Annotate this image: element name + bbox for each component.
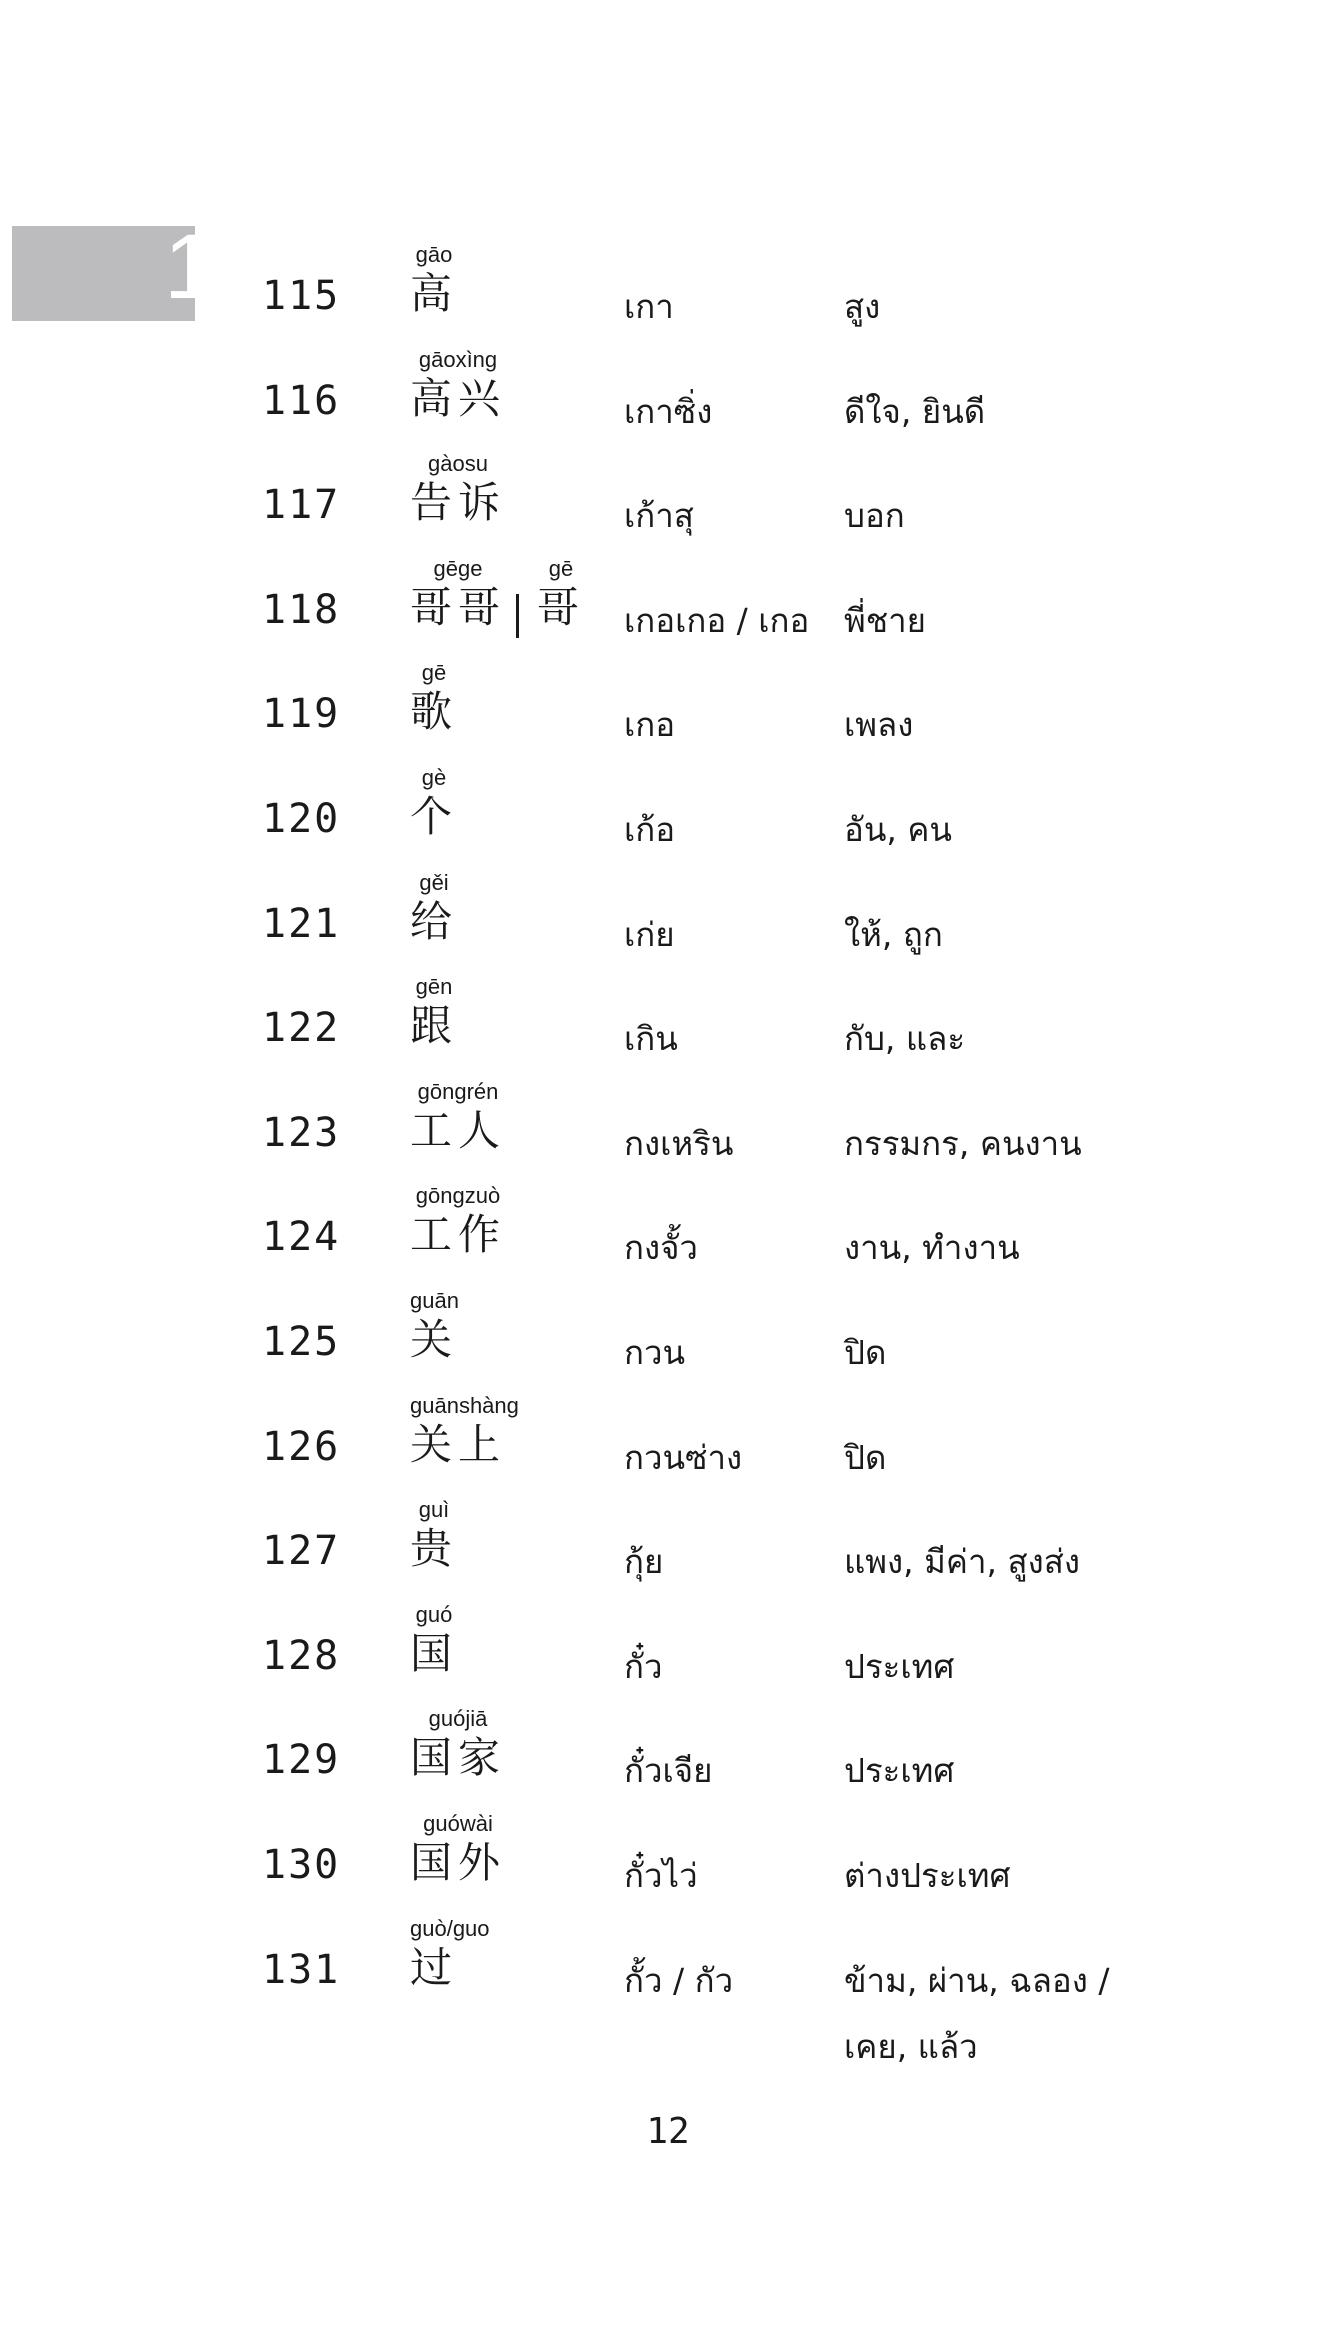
- vocab-entry: [0, 763, 1336, 863]
- entry-number: 124: [262, 1214, 341, 1260]
- thai-meaning: แพง, มีค่า, สูงส่ง: [844, 1542, 1080, 1581]
- vocab-entry: [0, 1391, 1336, 1491]
- pinyin: guò/guo: [410, 1916, 490, 1941]
- chinese-word: [410, 240, 458, 340]
- word-form: [410, 1391, 519, 1491]
- thai-pronunciation: เกิน: [624, 1019, 678, 1058]
- chinese-word: [410, 1704, 506, 1804]
- hanzi: 国外: [410, 1838, 507, 1887]
- entry-number: 127: [262, 1528, 341, 1574]
- thai-pronunciation: เกา: [624, 287, 674, 326]
- thai-meaning: บอก: [844, 496, 905, 535]
- word-form: [410, 1077, 506, 1177]
- chinese-word: [410, 868, 458, 968]
- thai-meaning: ดีใจ, ยินดี: [844, 392, 986, 431]
- vocab-entry: [0, 868, 1336, 968]
- thai-pronunciation: เก้อ: [624, 810, 676, 849]
- word-form: [410, 1495, 458, 1595]
- vocab-entry: [0, 240, 1336, 340]
- thai-meaning: พี่ชาย: [844, 601, 927, 640]
- pinyin: gōngrén: [417, 1079, 499, 1104]
- thai-meaning: งาน, ทำงาน: [844, 1228, 1020, 1267]
- hanzi: 过: [410, 1943, 459, 1992]
- entry-number: 116: [262, 378, 341, 424]
- word-form: [410, 763, 458, 863]
- hanzi: 个: [410, 792, 459, 841]
- variant-separator: [516, 594, 519, 638]
- vocab-entry: [0, 1914, 1336, 2066]
- chinese-word: [410, 345, 506, 445]
- thai-pronunciation: เกาซิ่ง: [624, 392, 713, 431]
- word-form: [410, 1600, 458, 1700]
- vocab-entry: [0, 1600, 1336, 1700]
- hanzi: 告诉: [410, 478, 507, 527]
- hanzi: 关上: [410, 1420, 507, 1469]
- chinese-word: [410, 1600, 458, 1700]
- thai-pronunciation: กั๋ว: [624, 1647, 663, 1686]
- thai-meaning: อัน, คน: [844, 810, 952, 849]
- pinyin: guānshàng: [410, 1393, 519, 1418]
- thai-pronunciation: กั๋วไว่: [624, 1856, 698, 1895]
- chinese-word: [410, 449, 506, 549]
- pinyin: gè: [421, 765, 447, 790]
- thai-meaning: กรรมกร, คนงาน: [844, 1124, 1082, 1163]
- vocab-entry: [0, 1809, 1336, 1909]
- hanzi: 高: [410, 269, 459, 318]
- thai-pronunciation: เก่ย: [624, 915, 675, 954]
- word-form: [410, 1914, 490, 2014]
- hanzi: 歌: [410, 687, 459, 736]
- thai-meaning: ประเทศ: [844, 1647, 955, 1686]
- pinyin: gē: [548, 556, 574, 581]
- chinese-word: [410, 1391, 519, 1491]
- pinyin: gē: [421, 660, 447, 685]
- word-form: [410, 1704, 506, 1804]
- pinyin: guó: [415, 1602, 453, 1627]
- vocab-entry: [0, 972, 1336, 1072]
- word-form: [410, 1286, 459, 1386]
- hanzi: 哥: [537, 583, 586, 632]
- vocab-entry: [0, 1495, 1336, 1595]
- chinese-word: [410, 1286, 459, 1386]
- pinyin: gāo: [415, 242, 453, 267]
- entry-number: 117: [262, 482, 341, 528]
- thai-pronunciation: กั้ว / กัว: [624, 1961, 734, 2000]
- hanzi: 关: [410, 1315, 459, 1364]
- vocab-entry: [0, 1181, 1336, 1281]
- pinyin: gōngzuò: [415, 1183, 501, 1208]
- vocab-entry: [0, 1077, 1336, 1177]
- vocab-entry: [0, 449, 1336, 549]
- hanzi: 国: [410, 1629, 459, 1678]
- page-number: 12: [646, 2111, 690, 2152]
- hanzi: 哥哥: [410, 583, 507, 632]
- thai-meaning: เพลง: [844, 705, 914, 744]
- entry-number: 120: [262, 796, 341, 842]
- thai-meaning: ให้, ถูก: [844, 915, 943, 954]
- chinese-word: [410, 1495, 458, 1595]
- entry-number: 126: [262, 1424, 341, 1470]
- pinyin: guì: [418, 1497, 450, 1522]
- thai-meaning: สูง: [844, 287, 881, 326]
- hanzi: 工人: [410, 1106, 507, 1155]
- word-form: [410, 868, 458, 968]
- chinese-word: [410, 1181, 506, 1281]
- vocab-entry: [0, 658, 1336, 758]
- thai-pronunciation: กวน: [624, 1333, 686, 1372]
- pinyin: gēn: [415, 974, 453, 999]
- word-form: [537, 554, 585, 654]
- thai-pronunciation: เก้าสุ: [624, 496, 694, 535]
- pinyin: gēge: [433, 556, 483, 581]
- thai-pronunciation: กวนซ่าง: [624, 1438, 743, 1477]
- thai-pronunciation: เกอเกอ / เกอ: [624, 601, 810, 640]
- entry-number: 118: [262, 587, 341, 633]
- hanzi: 跟: [410, 1001, 459, 1050]
- thai-meaning: ประเทศ: [844, 1751, 955, 1790]
- entry-number: 131: [262, 1947, 341, 1993]
- hanzi: 国家: [410, 1733, 507, 1782]
- chinese-word: [410, 1914, 490, 2014]
- pinyin: guān: [410, 1288, 459, 1313]
- chinese-word: [410, 658, 458, 758]
- entry-number: 128: [262, 1633, 341, 1679]
- thai-pronunciation: กั๋วเจีย: [624, 1751, 713, 1790]
- entry-number: 119: [262, 691, 341, 737]
- hanzi: 给: [410, 897, 459, 946]
- entry-number: 121: [262, 901, 341, 947]
- thai-meaning: กับ, และ: [844, 1019, 966, 1058]
- hanzi: 工作: [410, 1210, 507, 1259]
- hanzi: 贵: [410, 1524, 459, 1573]
- chinese-word: [410, 1077, 506, 1177]
- thai-pronunciation: กงเหริน: [624, 1124, 734, 1163]
- hanzi: 高兴: [410, 374, 507, 423]
- thai-pronunciation: กงจั้ว: [624, 1228, 698, 1267]
- word-form: [410, 1181, 506, 1281]
- word-form: [410, 554, 506, 654]
- chinese-word: [410, 1809, 506, 1909]
- chinese-word: [410, 763, 458, 863]
- vocab-entry: [0, 345, 1336, 445]
- entry-number: 125: [262, 1319, 341, 1365]
- word-form: [410, 345, 506, 445]
- word-form: [410, 449, 506, 549]
- level-number: 1: [164, 216, 216, 318]
- thai-meaning: ข้าม, ผ่าน, ฉลอง / เคย, แล้ว: [844, 1961, 1110, 2066]
- chinese-word: [410, 972, 458, 1072]
- entry-number: 122: [262, 1005, 341, 1051]
- entry-number: 123: [262, 1110, 341, 1156]
- thai-pronunciation: เกอ: [624, 705, 676, 744]
- pinyin: gěi: [419, 870, 449, 895]
- entry-number: 129: [262, 1737, 341, 1783]
- thai-meaning: ปิด: [844, 1333, 887, 1372]
- pinyin: guójiā: [428, 1706, 488, 1731]
- thai-meaning: ต่างประเทศ: [844, 1856, 1011, 1895]
- word-form: [410, 658, 458, 758]
- chinese-word: [410, 554, 585, 654]
- pinyin: gàosu: [428, 451, 488, 476]
- thai-meaning: ปิด: [844, 1438, 887, 1477]
- entry-number: 130: [262, 1842, 341, 1888]
- word-form: [410, 240, 458, 340]
- vocab-entry: [0, 1286, 1336, 1386]
- entry-number: 115: [262, 273, 341, 319]
- pinyin: guówài: [423, 1811, 493, 1836]
- word-form: [410, 972, 458, 1072]
- vocab-entry: [0, 554, 1336, 654]
- thai-pronunciation: กุ้ย: [624, 1542, 664, 1581]
- pinyin: gāoxìng: [418, 347, 498, 372]
- vocab-entry: [0, 1704, 1336, 1804]
- word-form: [410, 1809, 506, 1909]
